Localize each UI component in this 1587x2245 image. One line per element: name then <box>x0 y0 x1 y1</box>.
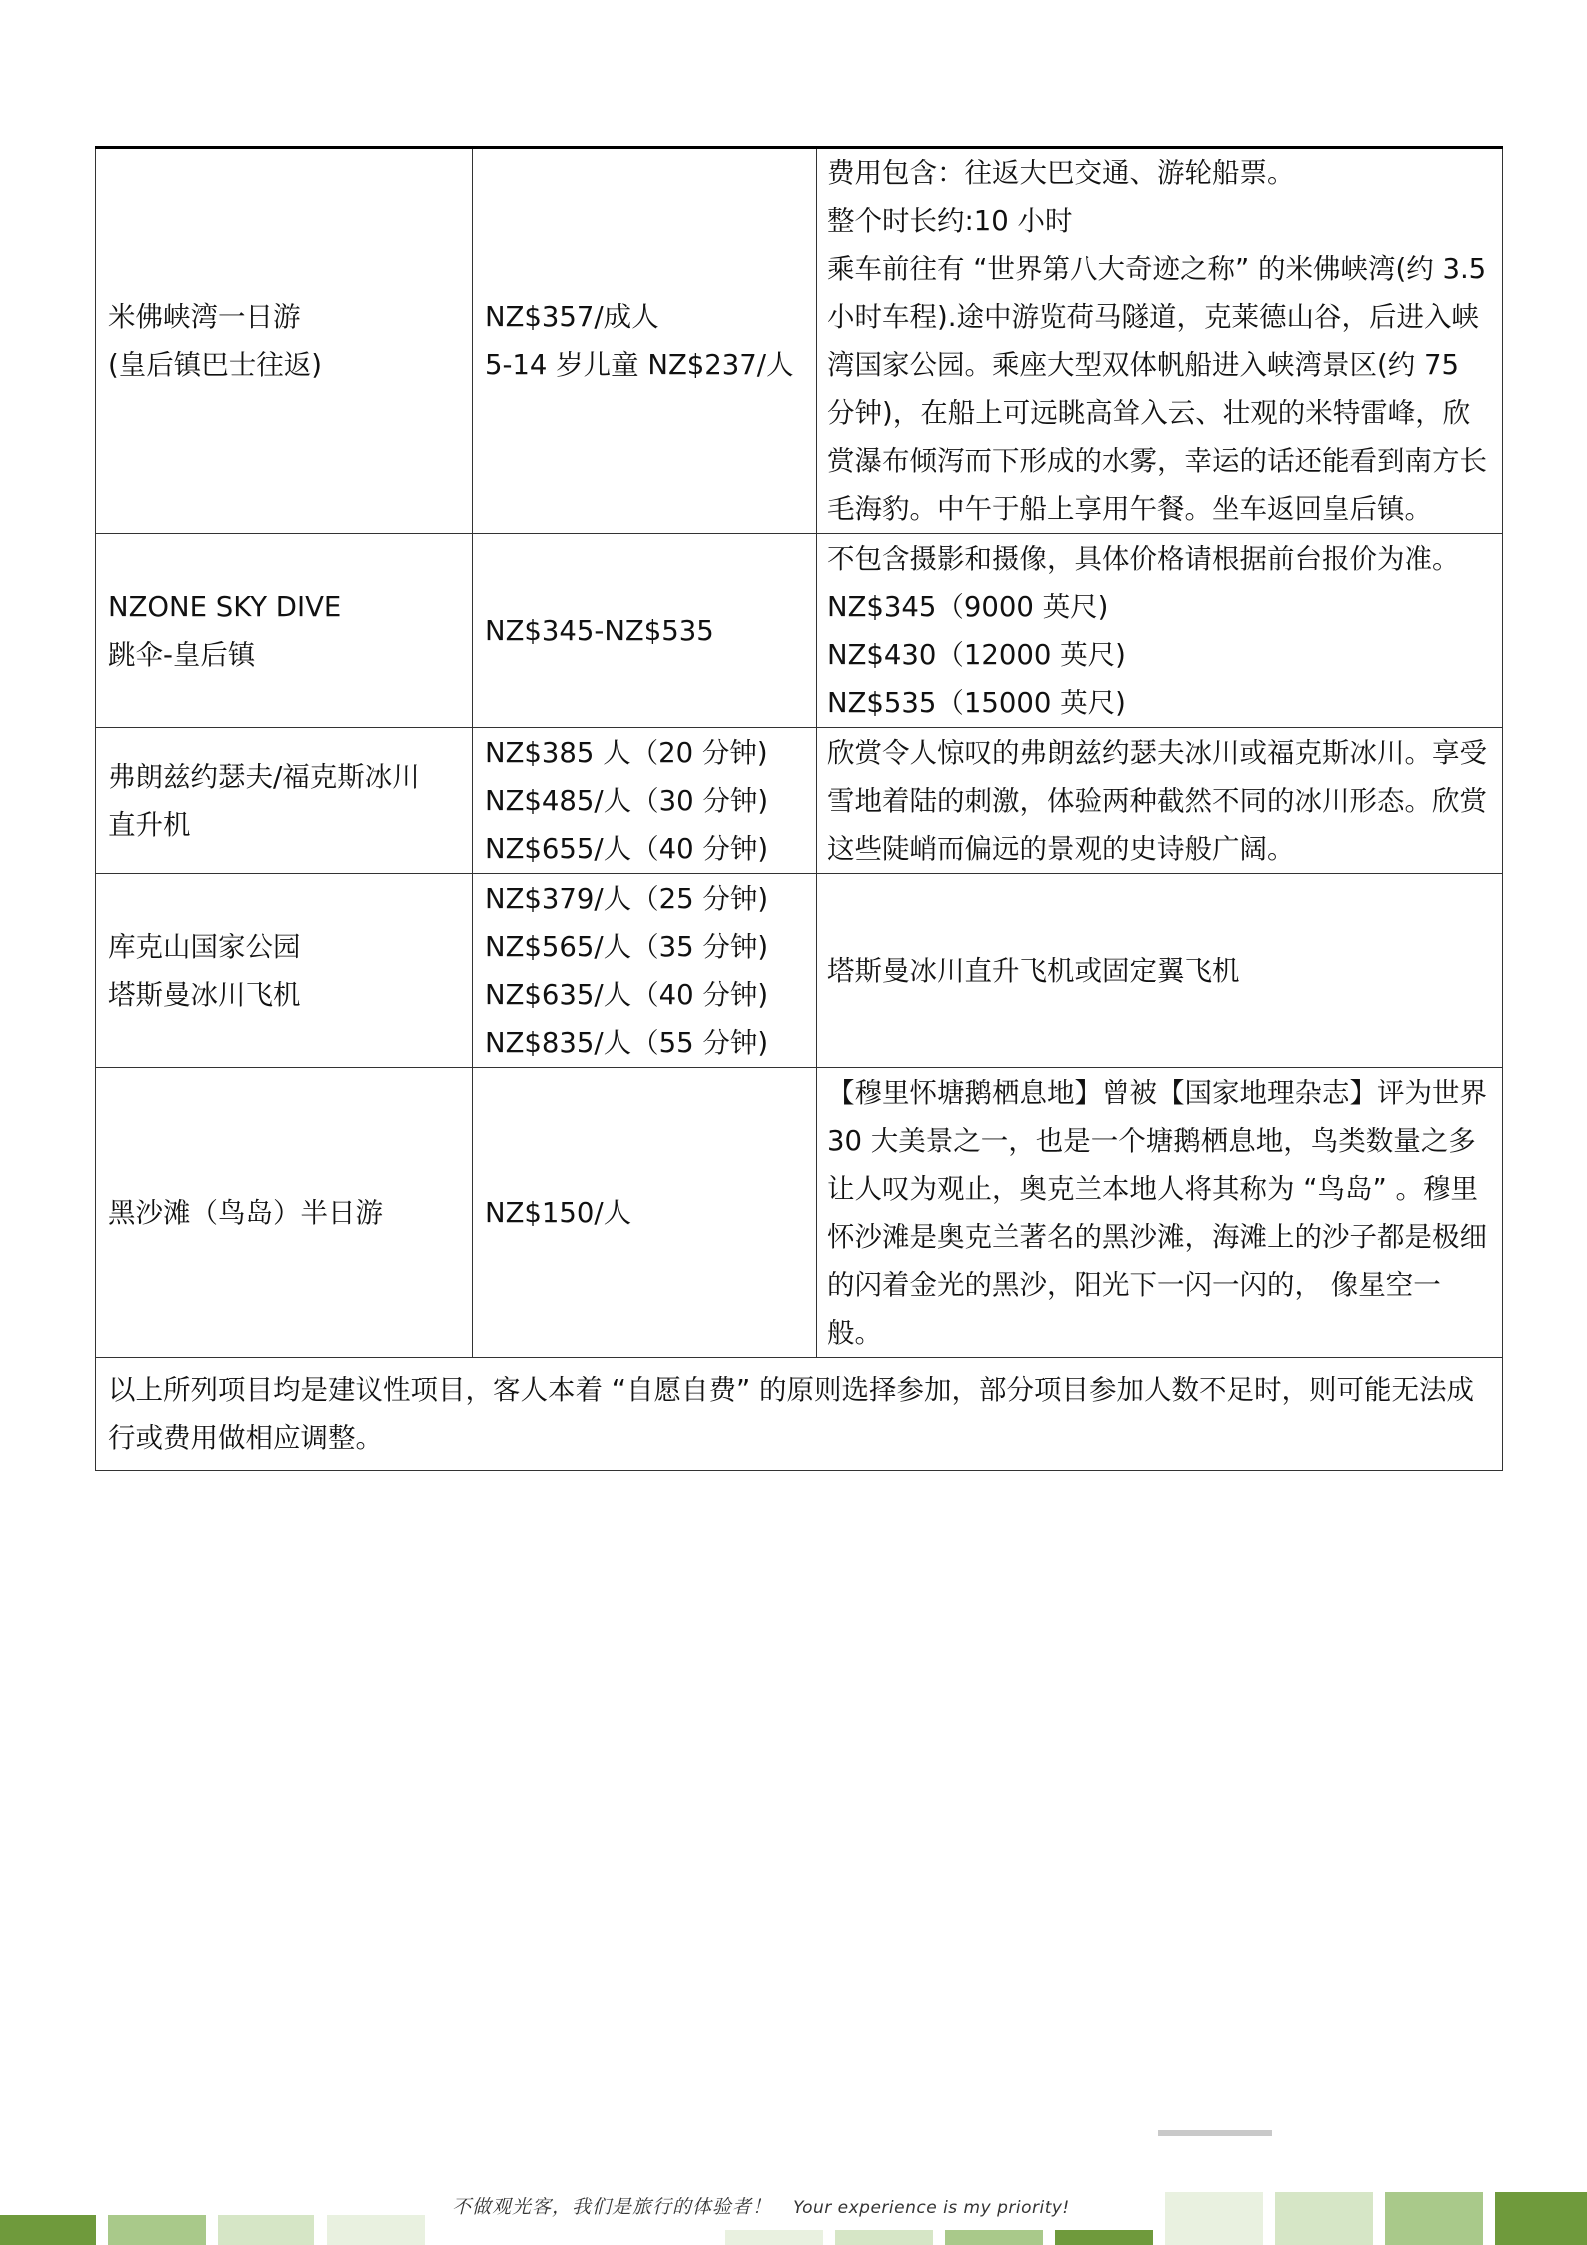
name-line: 弗朗兹约瑟夫/福克斯冰川 <box>108 760 420 793</box>
price-line: NZ$835/人（55 分钟) <box>485 1026 769 1059</box>
price-line: NZ$345-NZ$535 <box>485 614 714 647</box>
desc-line: 不包含摄影和摄像，具体价格请根据前台报价为准。 <box>827 542 1460 575</box>
price-line: NZ$357/成人 <box>485 301 659 333</box>
desc-line: NZ$430（12000 英尺) <box>827 638 1126 671</box>
table-row <box>96 148 1503 534</box>
desc-line: NZ$535（15000 英尺) <box>827 686 1126 719</box>
name-line: 塔斯曼冰川飞机 <box>108 978 301 1011</box>
name-line: 直升机 <box>108 808 191 841</box>
decorative-block <box>108 2215 206 2245</box>
description-cell <box>817 534 1503 728</box>
price-cell <box>473 534 817 728</box>
desc-line: 乘车前往有 “世界第八大奇迹之称” 的米佛峡湾(约 3.5 小时车程).途中游览荷马隧道，克莱德山谷，后进入峡湾国家公园。乘座大型双体帆船进入峡湾景区(约 75 分钟)，在船上可远眺高耸入云、壮观的米特雷峰，欣赏瀑布倾泻而下形成的水雾，幸运的话还能看到南方长毛海豹。中午于船上享用午餐。坐车返回皇后镇。 <box>827 253 1487 525</box>
price-line: NZ$385 人（20 分钟) <box>485 736 768 769</box>
activity-name-cell <box>96 1068 473 1358</box>
description-cell <box>817 728 1503 874</box>
price-line: NZ$150/人 <box>485 1196 632 1229</box>
decorative-block <box>725 2230 823 2245</box>
table-row <box>96 1068 1503 1358</box>
name-line: (皇后镇巴士往返) <box>108 349 322 381</box>
decorative-block <box>1385 2192 1483 2245</box>
decorative-block <box>0 2215 96 2245</box>
decorative-block <box>945 2230 1043 2245</box>
name-line: 米佛峡湾一日游 <box>108 301 301 333</box>
name-line: 跳伞-皇后镇 <box>108 638 256 671</box>
description-cell <box>817 148 1503 534</box>
decorative-block <box>1495 2192 1587 2245</box>
price-cell <box>473 874 817 1068</box>
name-line: NZONE SKY DIVE <box>108 590 342 623</box>
optional-activities-table-wrapper <box>95 146 1502 1471</box>
description-cell <box>817 1068 1503 1358</box>
price-cell <box>473 728 817 874</box>
desc-line: 整个时长约:10 小时 <box>827 205 1073 237</box>
desc-line: 欣赏令人惊叹的弗朗兹约瑟夫冰川或福克斯冰川。享受雪地着陆的刺激，体验两种截然不同的冰川形态。欣赏这些陡峭而偏远的景观的史诗般广阔。 <box>827 736 1487 865</box>
decorative-block <box>835 2230 933 2245</box>
activity-name-cell <box>96 148 473 534</box>
decorative-block <box>1165 2192 1263 2245</box>
description-cell <box>817 874 1503 1068</box>
price-line: NZ$635/人（40 分钟) <box>485 978 769 1011</box>
price-line: NZ$565/人（35 分钟) <box>485 930 769 963</box>
decorative-block <box>218 2215 314 2245</box>
slogan-english: Your experience is my priority! <box>793 2198 1070 2218</box>
footer-slogan <box>452 2192 1070 2219</box>
desc-line: NZ$345（9000 英尺) <box>827 590 1109 623</box>
name-line: 库克山国家公园 <box>108 930 301 963</box>
slogan-chinese: 不做观光客，我们是旅行的体验者！ <box>452 2196 773 2218</box>
desc-line: 塔斯曼冰川直升飞机或固定翼飞机 <box>827 954 1240 987</box>
desc-line: 费用包含：往返大巴交通、游轮船票。 <box>827 157 1295 189</box>
desc-line: 【穆里怀塘鹅栖息地】曾被【国家地理杂志】评为世界 30 大美景之一，也是一个塘鹅栖息地，鸟类数量之多让人叹为观止，奥克兰本地人将其称为 “鸟岛” 。穆里怀沙滩是奥克兰著名的黑沙滩，海滩上的沙子都是极细的闪着金光的黑沙，阳光下一闪一闪的， 像星空一般。 <box>827 1076 1487 1349</box>
page-indicator-bar <box>1158 2130 1272 2136</box>
footnote-cell: 以上所列项目均是建议性项目，客人本着 “自愿自费” 的原则选择参加，部分项目参加人数不足时，则可能无法成行或费用做相应调整。 <box>96 1358 1503 1471</box>
table-row <box>96 534 1503 728</box>
table-row <box>96 728 1503 874</box>
price-line: NZ$485/人（30 分钟) <box>485 784 769 817</box>
activity-name-cell <box>96 728 473 874</box>
activity-name-cell <box>96 874 473 1068</box>
price-line: NZ$655/人（40 分钟) <box>485 832 769 865</box>
decorative-block <box>327 2215 425 2245</box>
price-line: NZ$379/人（25 分钟) <box>485 882 769 915</box>
decorative-block <box>1275 2192 1373 2245</box>
price-cell <box>473 148 817 534</box>
table-row <box>96 874 1503 1068</box>
price-line: 5-14 岁儿童 NZ$237/人 <box>485 349 794 381</box>
name-line: 黑沙滩（鸟岛）半日游 <box>108 1196 383 1229</box>
footnote-row <box>96 1358 1503 1471</box>
price-cell <box>473 1068 817 1358</box>
decorative-block <box>1055 2230 1153 2245</box>
activity-name-cell <box>96 534 473 728</box>
optional-activities-table <box>95 146 1503 1471</box>
